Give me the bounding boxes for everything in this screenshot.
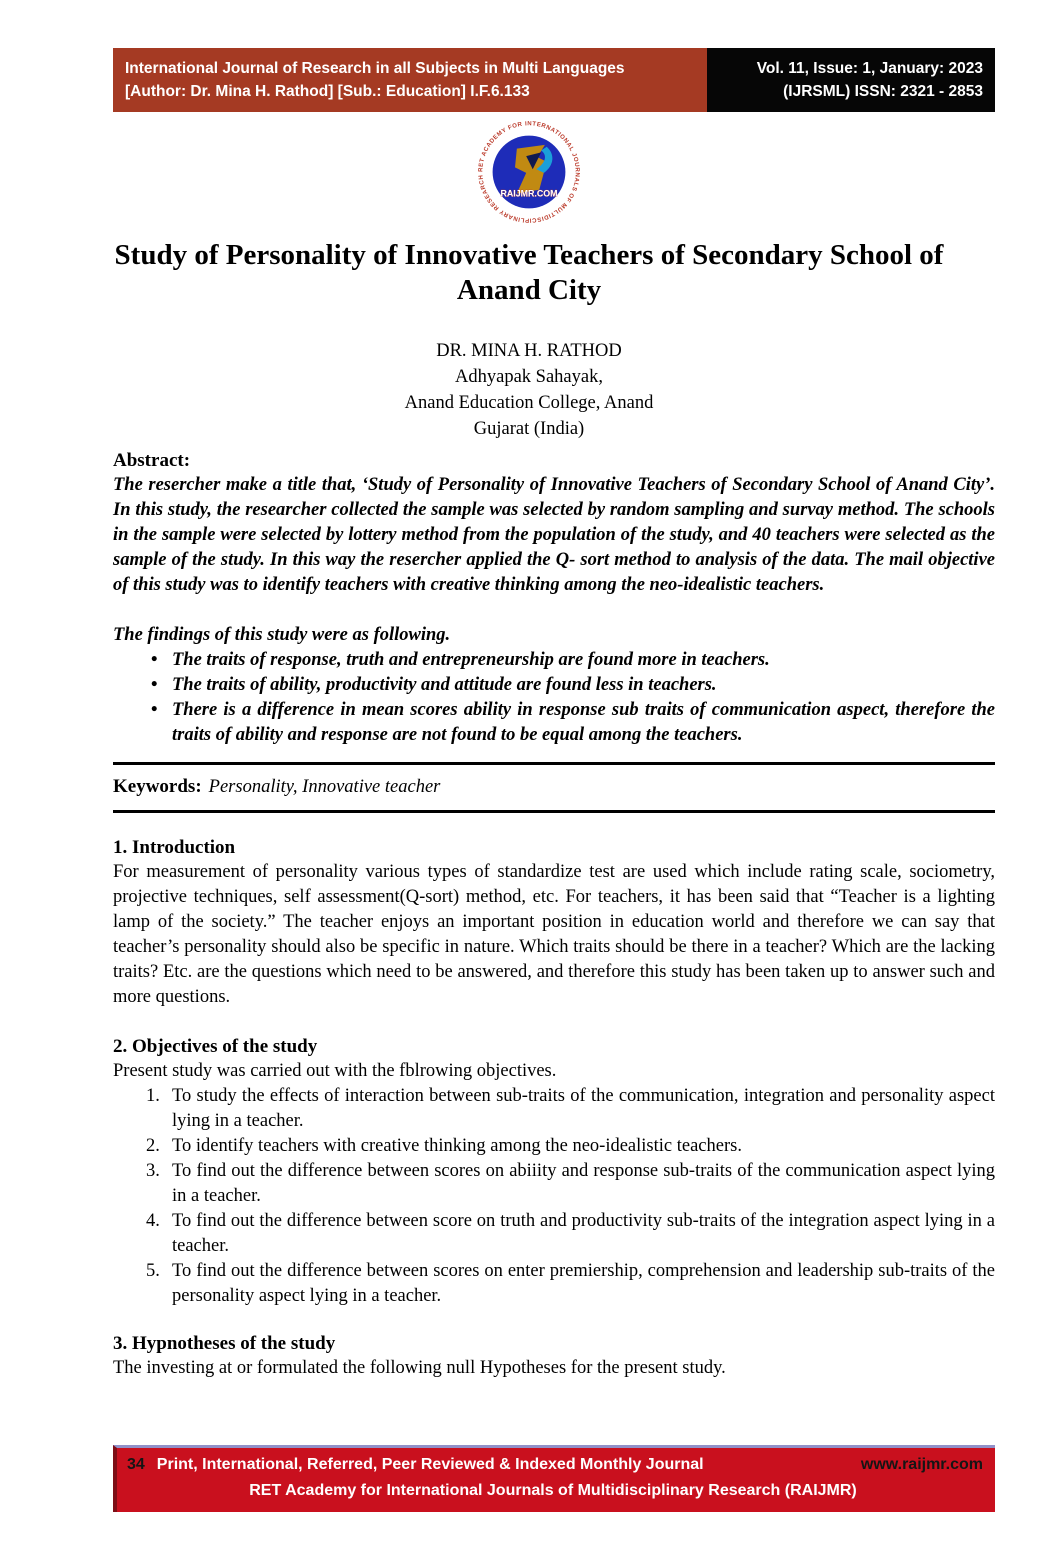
- journal-header-right: [707, 48, 995, 112]
- author-block: [0, 338, 1058, 442]
- findings-list: [113, 648, 995, 748]
- logo-ring-text: RET ACADEMY FOR INTERNATIONAL JOURNALS OF MULTIDISCIPLINARY RESEARCH: [478, 121, 580, 223]
- page-footer: [113, 1445, 995, 1512]
- author-institution: Anand Education College, Anand: [404, 393, 654, 413]
- keywords-block: [113, 762, 995, 813]
- keywords-label: Keywords:: [113, 776, 202, 797]
- raijmr-logo-icon: [473, 116, 585, 228]
- journal-title: International Journal of Research in all Subjects in Multi Languages: [125, 60, 625, 77]
- footer-academy-text: RET Academy for International Journals of Multidisciplinary Research (RAIJMR): [249, 1482, 857, 1499]
- footer-line1: [123, 1452, 983, 1478]
- issn-info: (IJRSML) ISSN: 2321 - 2853: [783, 83, 983, 100]
- objective-item: To study the effects of interaction between sub-traits of the communication, integration and personality aspect lying in a teacher.: [172, 1086, 995, 1131]
- introduction-heading: 1. Introduction: [113, 837, 236, 858]
- objectives-intro: Present study was carried out with the fblrowing objectives.: [113, 1061, 557, 1081]
- logo-row: [0, 116, 1058, 230]
- hypotheses-body: The investing at or formulated the following null Hypotheses for the present study.: [113, 1358, 726, 1378]
- objective-item: To identify teachers with creative thinking among the neo-idealistic teachers.: [172, 1136, 742, 1156]
- website-url: www.raijmr.com: [860, 1456, 983, 1473]
- hypotheses-heading: 3. Hypnotheses of the study: [113, 1333, 336, 1354]
- finding-item: • The traits of ability, productivity and attitude are found less in teachers.: [113, 673, 995, 698]
- issue-info: Vol. 11, Issue: 1, January: 2023: [756, 60, 983, 77]
- findings-intro: The findings of this study were as following.: [113, 625, 451, 645]
- objective-item: To find out the difference between scores on abiiity and response sub-traits of the communication aspect lying in a teacher.: [172, 1161, 995, 1206]
- objectives-list: [113, 1084, 995, 1309]
- introduction-body: For measurement of personality various types of standardize test are used which include rating scale, sociometry, projective techniques, self assessment(Q-sort) method, etc. For teachers, it has been said that “Teacher is a lighting lamp of the society.” The teacher enjoys an important position in education world and therefore we can say that teacher’s personality should also be specific in nature. Which traits should be there in a teacher? Which are the lacking traits? Etc. are the questions which need to be answered, and therefore this study has been taken up to answer such and more questions.: [113, 862, 995, 1007]
- journal-header-left: [113, 48, 707, 112]
- author-name: DR. MINA H. RATHOD: [436, 341, 622, 361]
- objective-item: To find out the difference between scores on enter premiership, comprehension and leadership sub-traits of the personality aspect lying in a teacher.: [172, 1261, 995, 1306]
- objectives-heading: 2. Objectives of the study: [113, 1036, 318, 1057]
- logo-center-text: RAIJMR.COM: [500, 188, 558, 199]
- abstract-body: The resercher make a title that, ‘Study of Personality of Innovative Teachers of Secondary School of Anand City’. In this study, the researcher collected the sample was selected by random sampling and survay method. The schools in the sample were selected by lottery method from the population of the study, and 40 teachers were selected as the sample of the study. In this way the resercher applied the Q- sort method to analysis of the data. The mail objective of this study was to identify teachers with creative thinking among the neo-idealistic teachers.: [113, 475, 995, 595]
- page-number: 34: [127, 1456, 145, 1473]
- author-designation: Adhyapak Sahayak,: [455, 367, 603, 387]
- journal-author-line: [Author: Dr. Mina H. Rathod] [Sub.: Education] I.F.6.133: [125, 83, 530, 100]
- finding-item: • There is a difference in mean scores ability in response sub traits of communication aspect, therefore the traits of ability and response are not found to be equal among the teachers.: [113, 698, 995, 748]
- objective-item: To find out the difference between score on truth and productivity sub-traits of the integration aspect lying in a teacher.: [172, 1211, 995, 1256]
- paper-content: [113, 448, 995, 1381]
- author-location: Gujarat (India): [473, 419, 585, 439]
- document-page: [0, 48, 1058, 1499]
- paper-title: Study of Personality of Innovative Teachers of Secondary School of Anand City: [114, 239, 944, 306]
- footer-journal-text: Print, International, Referred, Peer Reviewed & Indexed Monthly Journal: [156, 1456, 704, 1473]
- journal-header: [113, 48, 995, 112]
- finding-item: • The traits of response, truth and entrepreneurship are found more in teachers.: [113, 648, 995, 673]
- keywords-value: Personality, Innovative teacher: [208, 777, 441, 797]
- abstract-heading: Abstract:: [113, 450, 191, 471]
